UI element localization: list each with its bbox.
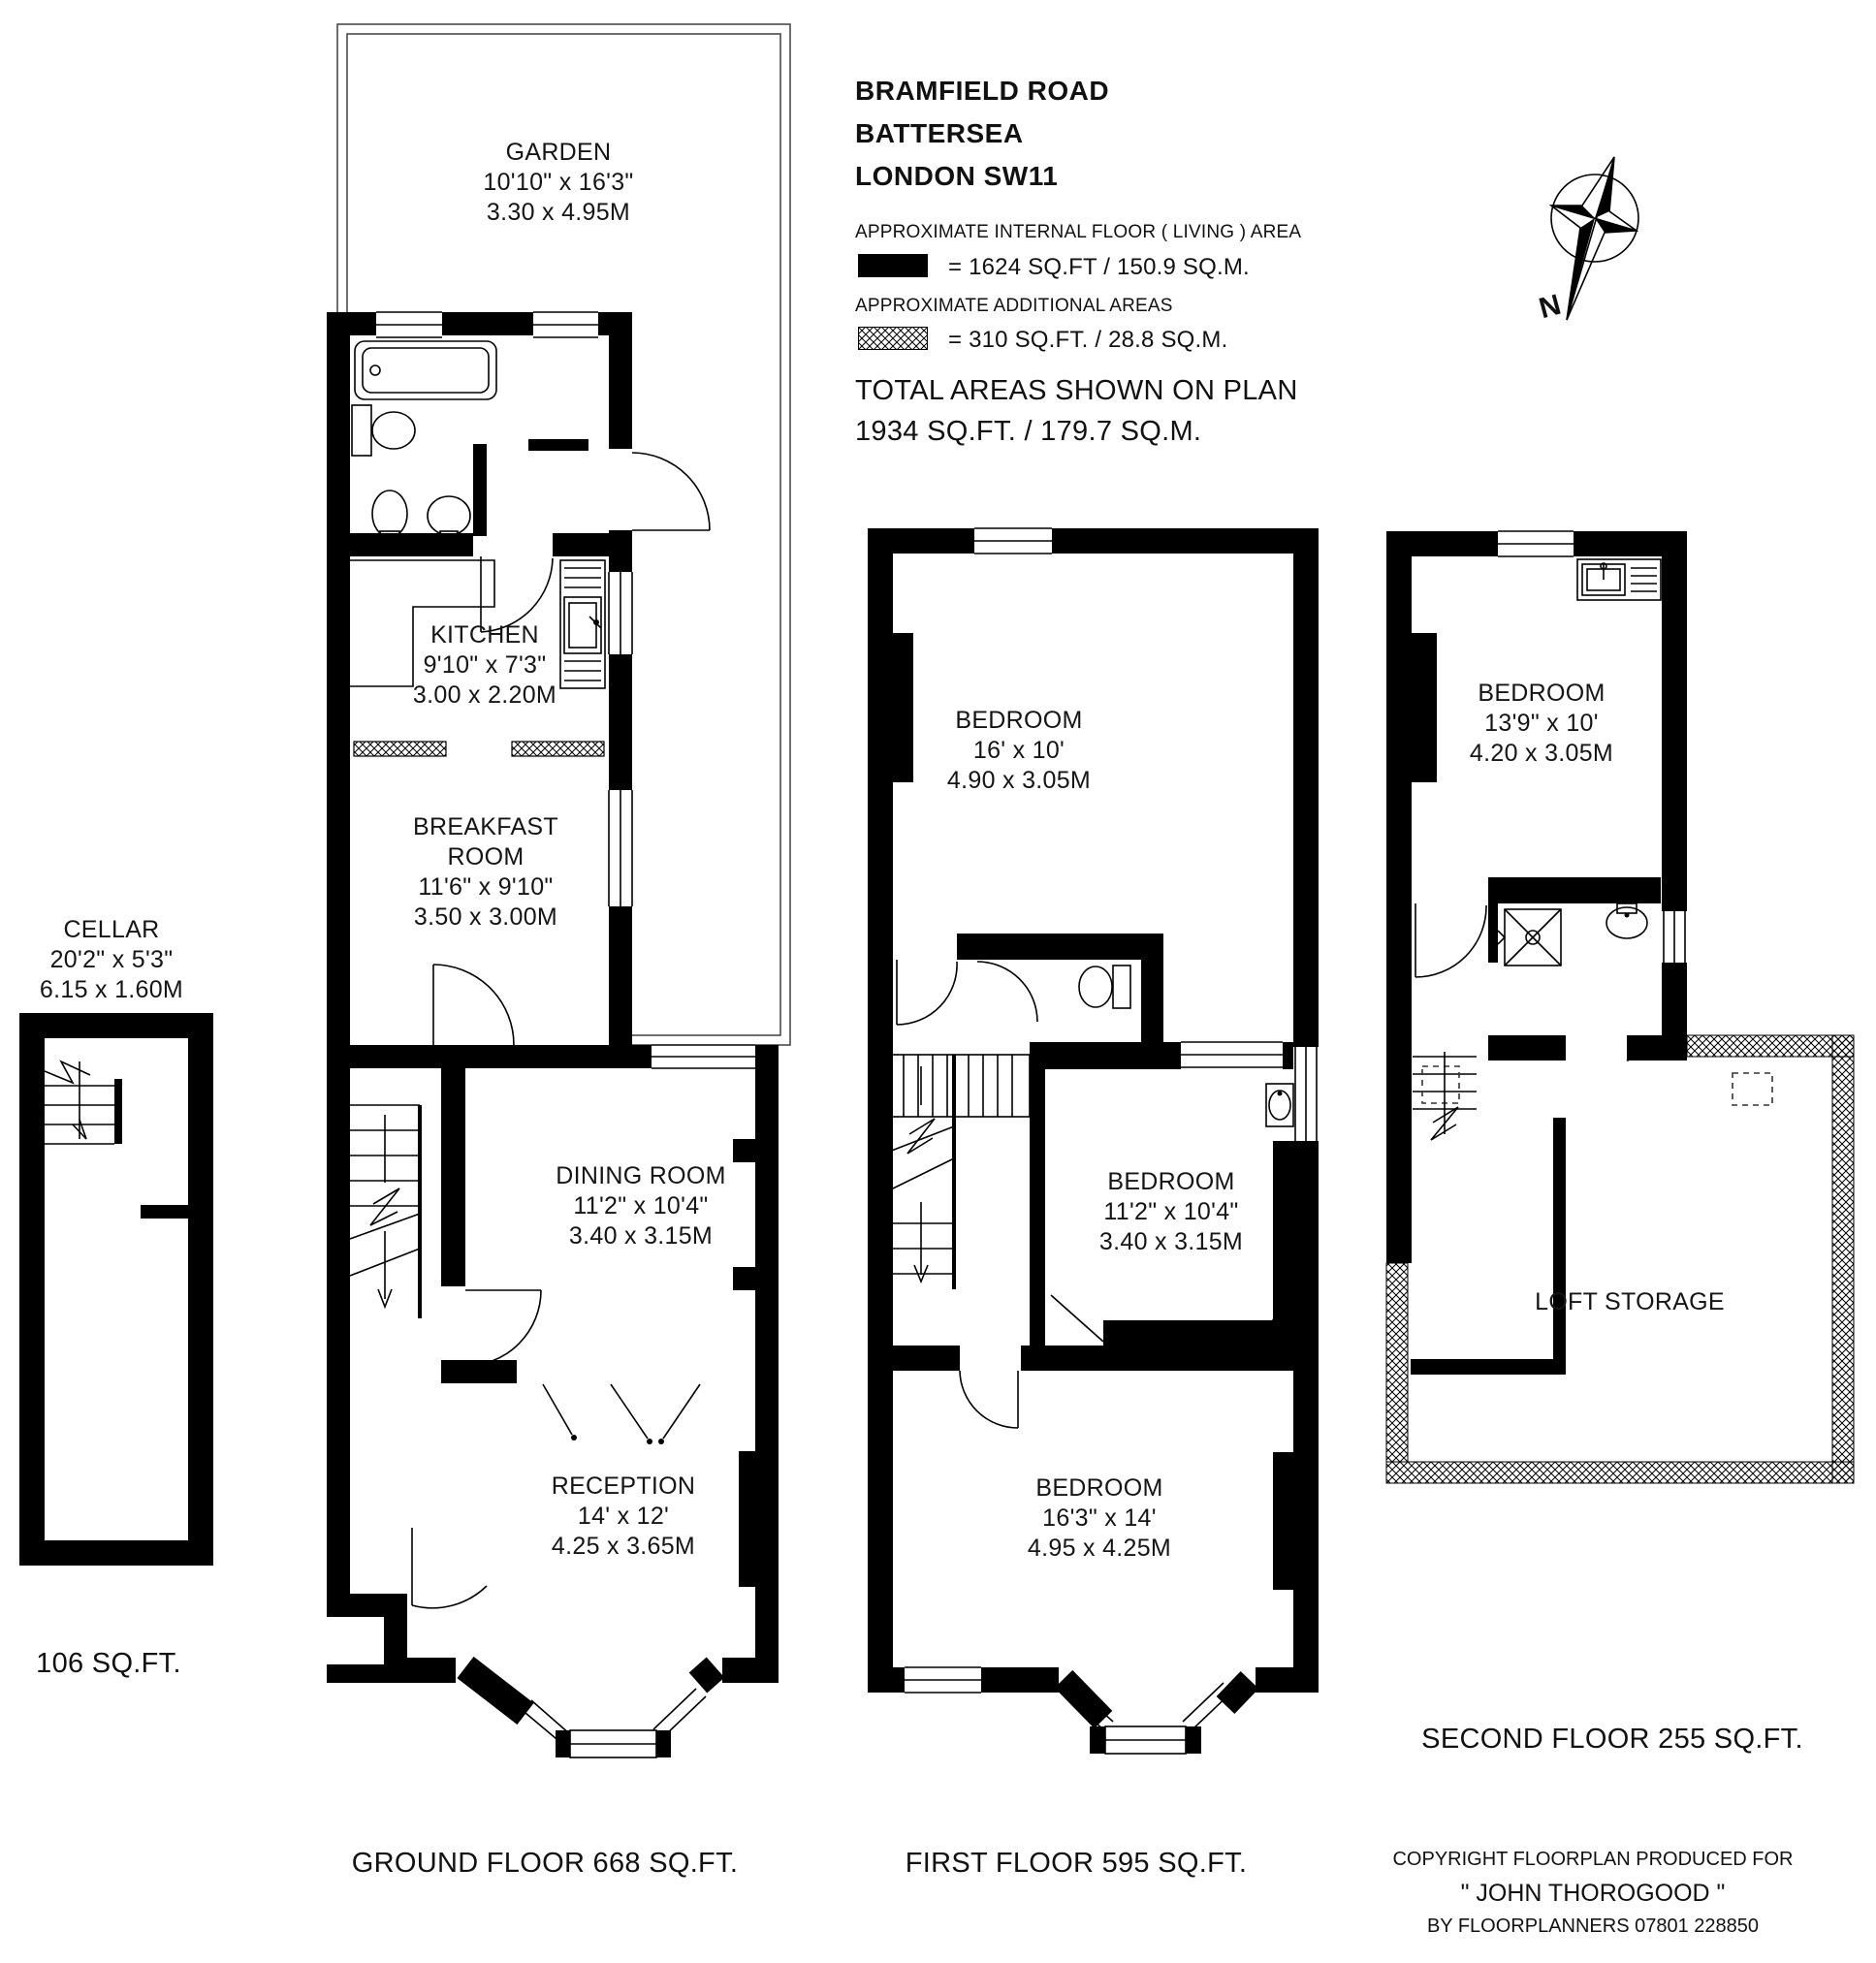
room-dims-ft: 11'6" x 9'10" <box>418 873 554 901</box>
room-dims-m: 3.30 x 4.95M <box>486 199 631 226</box>
room-dims-m: 4.95 x 4.25M <box>1027 1535 1172 1562</box>
room-dims-m: 4.90 x 3.05M <box>946 767 1092 794</box>
dining-window <box>652 1043 755 1070</box>
loft-storage-label <box>1484 1287 1775 1317</box>
sf-bedroom-wall <box>1415 877 1661 977</box>
room-name: RECEPTION <box>551 1472 696 1500</box>
room-dims-ft: 9'10" x 7'3" <box>423 651 547 679</box>
room-dims-ft: 16' x 10' <box>972 737 1065 764</box>
room-name: BEDROOM <box>1478 680 1606 707</box>
address-line2: BATTERSEA <box>855 118 1024 148</box>
compass-icon <box>1474 97 1716 339</box>
address-line3: LONDON SW11 <box>855 161 1059 191</box>
footer-line1: COPYRIGHT FLOORPLAN PRODUCED FOR <box>1392 1849 1794 1870</box>
garden-door <box>609 449 710 530</box>
garden-label <box>413 138 704 228</box>
room-name2: ROOM <box>447 843 525 871</box>
breakfast-window <box>607 790 634 906</box>
ff-bedroom-rear-label <box>903 706 1135 796</box>
sf-shower-icon <box>1498 909 1561 966</box>
sf-top-window <box>1498 529 1574 558</box>
kitchen-label <box>368 620 601 711</box>
cellar-wall-stub <box>141 1205 188 1219</box>
room-name: BEDROOM <box>955 707 1083 734</box>
legend-additional-value: = 310 SQ.FT. / 28.8 SQ.M. <box>948 327 1228 353</box>
room-name: KITCHEN <box>430 621 539 649</box>
sf-staircase <box>1386 1038 1566 1375</box>
dining-room-label <box>525 1161 757 1251</box>
room-dims-ft: 16'3" x 14' <box>1042 1504 1157 1532</box>
total-areas <box>855 370 1298 452</box>
ff-top-window <box>974 526 1052 555</box>
room-dims-m: 3.00 x 2.20M <box>412 681 557 709</box>
breakfast-room-label <box>369 812 602 933</box>
ff-bay-window <box>868 1665 1319 1754</box>
room-dims-ft: 11'2" x 10'4" <box>573 1192 709 1219</box>
ff-bedroom-front-label <box>983 1473 1216 1564</box>
room-dims-m: 3.40 x 3.15M <box>1098 1228 1244 1255</box>
footer-line3: BY FLOORPLANNERS 07801 228850 <box>1426 1916 1760 1937</box>
room-name: BREAKFAST <box>413 813 558 840</box>
room-dims-ft: 13'9" x 10' <box>1484 710 1599 737</box>
ff-staircase <box>889 1055 1030 1289</box>
legend-living-value: = 1624 SQ.FT / 150.9 SQ.M. <box>948 254 1250 280</box>
cellar-plan <box>15 1003 218 1585</box>
room-dims-m: 6.15 x 1.60M <box>39 976 184 1003</box>
sf-sink-icon <box>1577 559 1661 600</box>
sf-basin-icon <box>1606 903 1647 938</box>
copyright-footer <box>1302 1844 1876 1943</box>
second-floor-label: SECOND FLOOR 255 SQ.FT. <box>1421 1724 1803 1755</box>
cellar-area-label: 106 SQ.FT. <box>36 1648 181 1679</box>
sf-bedroom-label <box>1425 679 1658 769</box>
loft-hatch-square <box>1733 1073 1772 1105</box>
room-dims-ft: 10'10" x 16'3" <box>483 169 634 196</box>
room-name: GARDEN <box>505 139 612 166</box>
footer-line2: " JOHN THOROGOOD " <box>1460 1880 1726 1907</box>
main-house-walls <box>327 1045 779 1683</box>
sf-right-window <box>1662 911 1687 963</box>
room-dims-m: 4.20 x 3.05M <box>1469 740 1614 767</box>
room-dims-ft: 14' x 12' <box>577 1503 670 1530</box>
room-dims-ft: 20'2" x 5'3" <box>49 946 174 973</box>
room-dims-m: 3.40 x 3.15M <box>568 1222 714 1250</box>
ground-floor-label: GROUND FLOOR 668 SQ.FT. <box>351 1848 739 1879</box>
legend-additional-label: APPROXIMATE ADDITIONAL AREAS <box>855 296 1173 316</box>
room-dims-ft: 11'2" x 10'4" <box>1103 1198 1239 1225</box>
ff-basin-icon <box>1266 1084 1293 1126</box>
room-name: LOFT STORAGE <box>1535 1288 1725 1315</box>
total-areas-line1: TOTAL AREAS SHOWN ON PLAN <box>855 375 1298 406</box>
address-line1: BRAMFIELD ROAD <box>855 76 1110 106</box>
legend-living-swatch <box>858 254 928 277</box>
property-address <box>855 70 1109 198</box>
legend-living-label: APPROXIMATE INTERNAL FLOOR ( LIVING ) AREA <box>855 222 1302 242</box>
compass-north-label: N <box>1535 288 1565 326</box>
legend-additional-swatch <box>858 327 928 350</box>
first-floor-label: FIRST FLOOR 595 SQ.FT. <box>905 1848 1248 1879</box>
room-name: BEDROOM <box>1035 1474 1163 1502</box>
reception-label <box>507 1472 740 1562</box>
room-name: BEDROOM <box>1107 1168 1235 1195</box>
room-name: DINING ROOM <box>556 1162 726 1189</box>
cellar-label <box>15 915 208 1005</box>
room-dims-m: 3.50 x 3.00M <box>413 903 558 931</box>
sf-shower-room-wall <box>1488 1035 1687 1061</box>
room-dims-m: 4.25 x 3.65M <box>551 1533 696 1560</box>
total-areas-line2: 1934 SQ.FT. / 179.7 SQ.M. <box>855 416 1202 447</box>
kitchen-window <box>607 572 634 654</box>
room-name: CELLAR <box>63 916 160 943</box>
ff-wc <box>977 962 1130 1022</box>
ff-bedroom-mid-label <box>1055 1167 1288 1257</box>
